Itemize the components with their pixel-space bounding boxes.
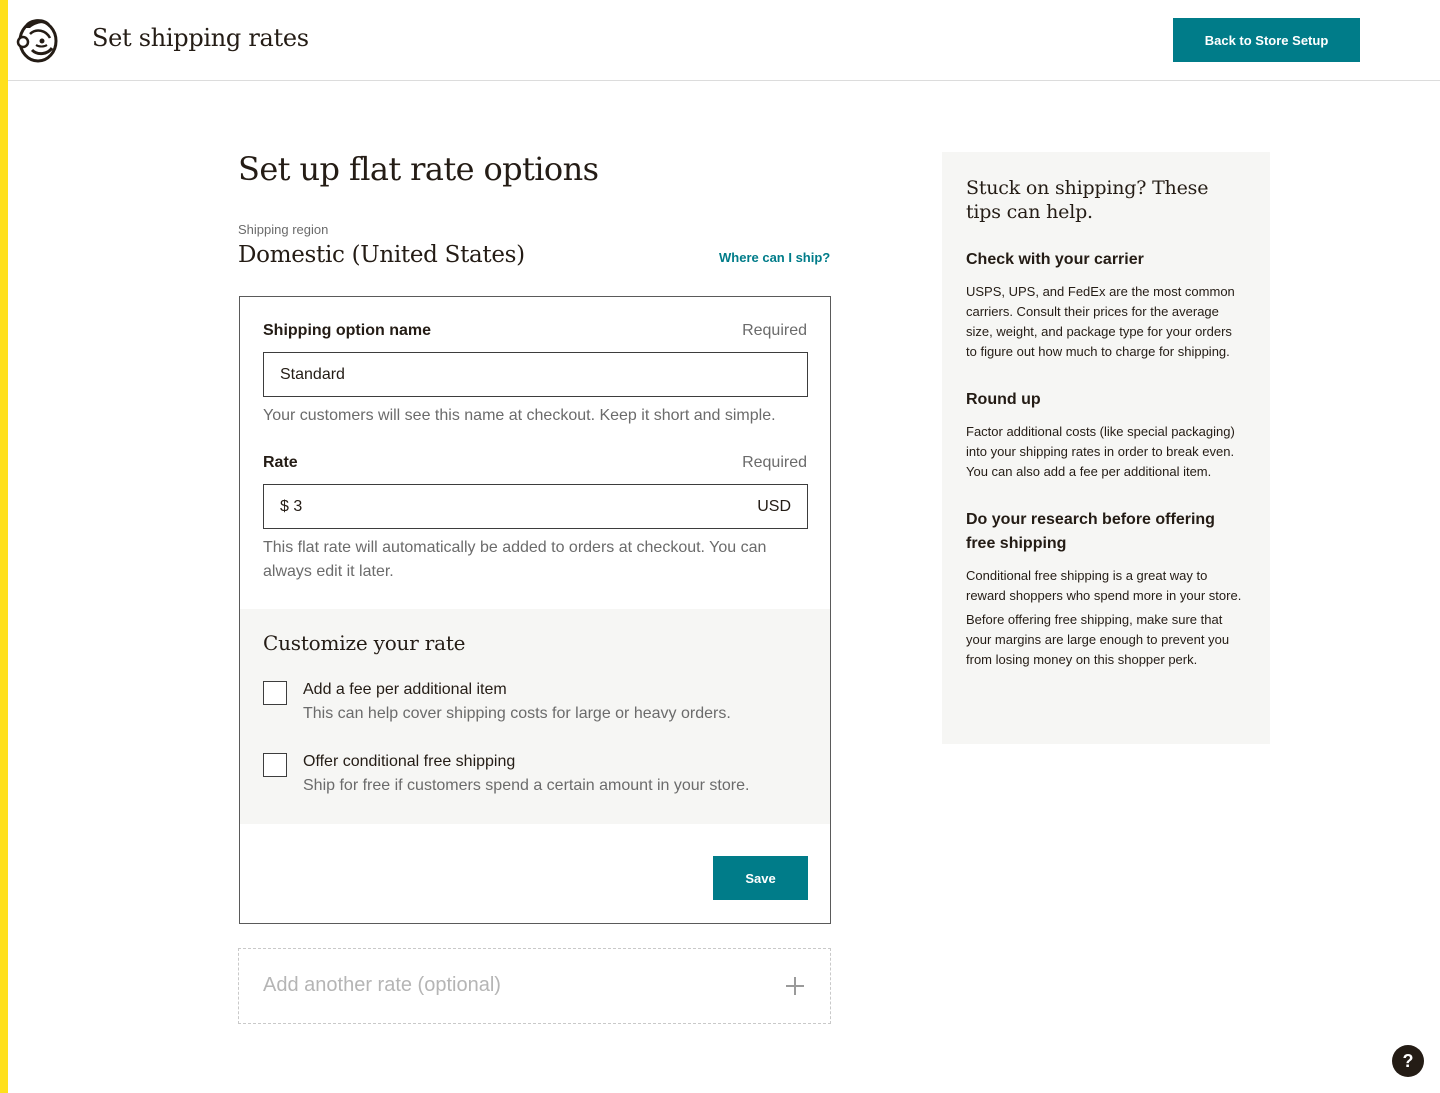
shipping-region-label: Shipping region [238,222,329,237]
tip-heading: Do your research before offering free shipping [966,511,1215,552]
plus-icon[interactable] [785,976,805,996]
mailchimp-freddie-icon[interactable] [14,14,60,64]
customize-rate-panel [240,609,830,824]
tip-body: Factor additional costs (like special packaging) into your shipping rates in order to break even. You can also add a fee per additional item. [966,424,1235,479]
tip-heading: Check with your carrier [966,251,1144,268]
shipping-option-name-input[interactable] [263,352,808,397]
option-title: Offer conditional free shipping [303,753,516,770]
option-title: Add a fee per additional item [303,681,507,698]
tip-heading: Round up [966,391,1041,408]
save-button[interactable]: Save [713,856,808,900]
shipping-option-name-label: Shipping option name [263,322,431,339]
shipping-tips-panel [942,152,1270,744]
where-can-i-ship-link[interactable]: Where can I ship? [719,250,831,265]
conditional-free-shipping-checkbox[interactable] [263,753,287,777]
required-indicator: Required [742,322,807,339]
input-value: $ 3 [280,497,303,515]
currency-suffix: USD [757,497,791,515]
flat-rate-form [239,296,831,924]
option-description: Ship for free if customers spend a certain amount in your store. [303,777,750,794]
option-description: This can help cover shipping costs for large or heavy orders. [303,705,731,722]
help-question-icon[interactable]: ? [1392,1045,1424,1077]
rate-help: This flat rate will automatically be added to orders at checkout. You can always edit it later. [263,539,767,580]
tip-body: Conditional free shipping is a great way to reward shoppers who spend more in your store. [966,568,1242,603]
rate-label: Rate [263,454,298,471]
shipping-region-value: Domestic (United States) [238,242,525,268]
top-bar [8,0,1440,81]
customize-rate-title: Customize your rate [263,631,466,655]
input-value: Standard [280,365,345,383]
brand-accent-strip [0,0,8,1093]
section-heading: Set up flat rate options [238,150,599,188]
shipping-option-name-help: Your customers will see this name at checkout. Keep it short and simple. [263,407,776,424]
required-indicator: Required [742,454,807,471]
fee-per-item-checkbox[interactable] [263,681,287,705]
tip-body: Before offering free shipping, make sure that your margins are large enough to prevent you from losing money on this shopper perk. [966,612,1230,667]
tip-body: USPS, UPS, and FedEx are the most common carriers. Consult their prices for the average size, weight, and package type for your orders to figure out how much to charge for shipping. [966,284,1235,359]
add-another-rate[interactable] [238,948,831,1024]
tips-title: Stuck on shipping? These tips can help. [966,177,1209,223]
page-title: Set shipping rates [92,24,309,52]
add-another-rate-label: Add another rate (optional) [263,974,501,996]
rate-input[interactable] [263,484,808,529]
back-to-store-setup-button[interactable]: Back to Store Setup [1173,18,1360,62]
